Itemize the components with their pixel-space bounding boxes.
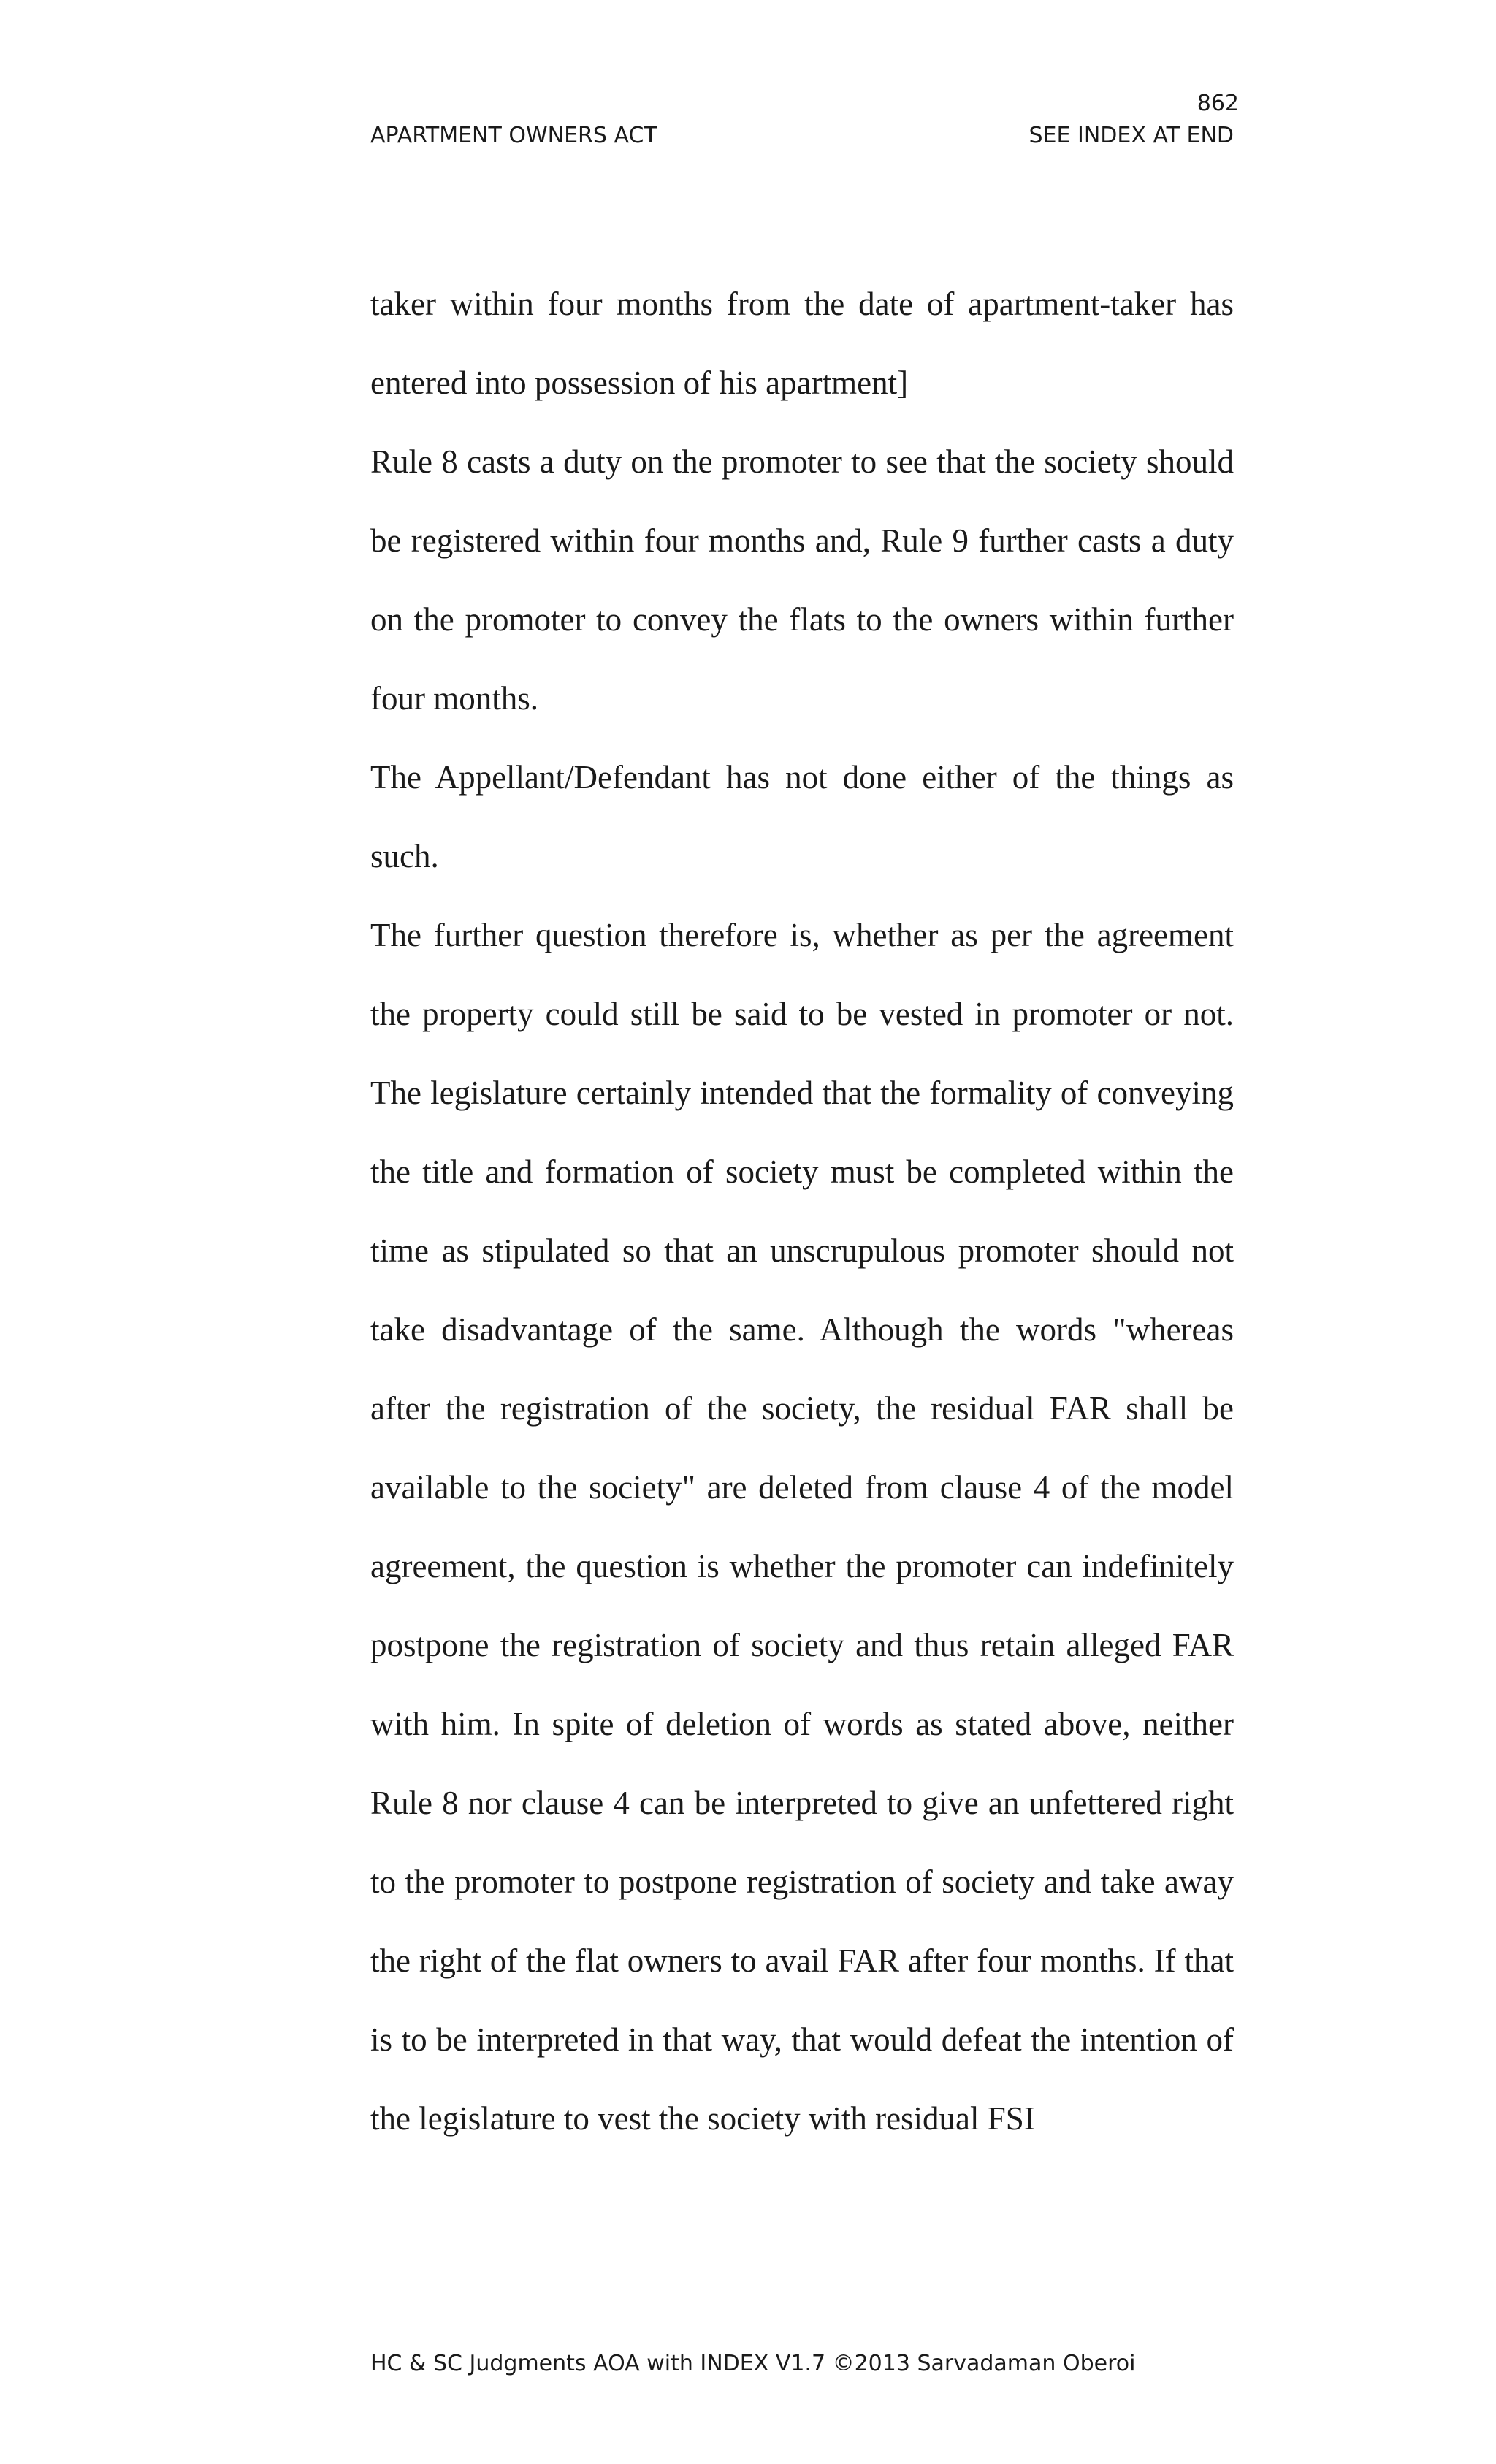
footer-credit: HC & SC Judgments AOA with INDEX V1.7 ©2013 Sarvadaman Oberoi <box>370 2351 1136 2376</box>
paragraph: Rule 8 casts a duty on the promoter to see that the society should be registered within four months and, Rule 9 further casts a duty on the promoter to convey the flats to the owners within further four months. <box>370 443 1234 717</box>
paragraph: The Appellant/Defendant has not done either of the things as such. <box>370 759 1234 874</box>
running-header <box>370 121 1234 150</box>
header-act-title: APARTMENT OWNERS ACT <box>370 123 657 148</box>
judgment-body <box>370 264 1234 2158</box>
paragraph: taker within four months from the date of apartment-taker has entered into possession of his apartment] <box>370 286 1234 401</box>
page-number: 862 <box>1197 91 1239 116</box>
header-index-note: SEE INDEX AT END <box>1028 123 1234 148</box>
paragraph: The further question therefore is, whether as per the agreement the property could still be said to be vested in promoter or not. The legislature certainly intended that the formality of conveying the title and formation of society must be completed within the time as stipulated so that an unscrupulous promoter should not take disadvantage of the same. Although the words "whereas after the registration of the society, the residual FAR shall be available to the society" are deleted from clause 4 of the model agreement, the question is whether the promoter can indefinitely postpone the registration of society and thus retain alleged FAR with him. In spite of deletion of words as stated above, neither Rule 8 nor clause 4 can be interpreted to give an unfettered right to the promoter to postpone registration of society and take away the right of the flat owners to avail FAR after four months. If that is to be interpreted in that way, that would defeat the intention of the legislature to vest the society with residual FSI <box>370 917 1234 2137</box>
